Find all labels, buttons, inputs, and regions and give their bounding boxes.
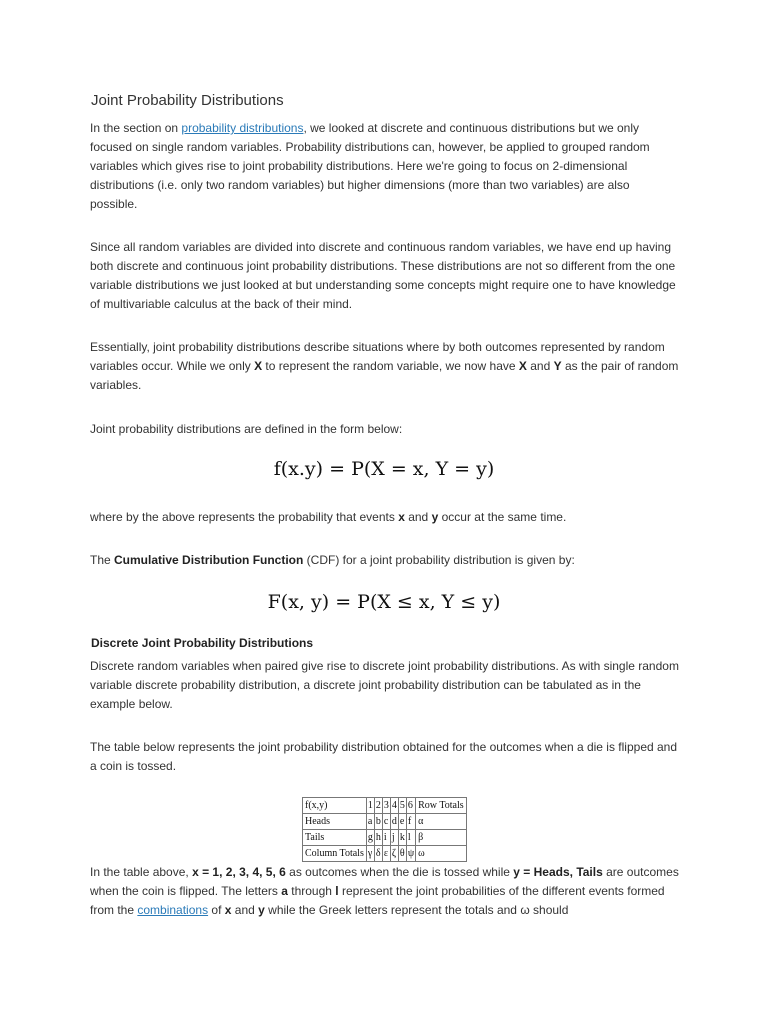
table-cell: g [366, 830, 374, 846]
table-cell: Row Totals [416, 798, 467, 814]
table-cell: α [416, 814, 467, 830]
table-cell: 6 [406, 798, 415, 814]
essentially-paragraph: Essentially, joint probability distributions describe situations where by both outcomes represented by random variables occur. While we only X to represent the random variable, we now have X and Y as the pair of random variables. [90, 340, 679, 392]
table-row [303, 846, 467, 862]
table-cell: ψ [406, 846, 415, 862]
combinations-link[interactable]: combinations [137, 902, 209, 917]
formula-explanation: where by the above represents the probability that events x and y occur at the same time. [90, 510, 567, 524]
table-cell: θ [398, 846, 406, 862]
table-cell: ω [416, 846, 467, 862]
joint-probability-table [302, 797, 467, 862]
table-cell: Heads [303, 814, 367, 830]
discrete-continuous-paragraph: Since all random variables are divided into discrete and continuous random variables, we have end up having both discrete and continuous joint probability distributions. These distributions are not so different from the one variable distributions we just looked at but understanding some concepts might require one to have knowledge of multivariable calculus at the back of their mind. [90, 240, 676, 311]
page-title: Joint Probability Distributions [91, 92, 284, 109]
table-cell: 2 [374, 798, 382, 814]
table-cell: i [382, 830, 390, 846]
table-cell: 4 [390, 798, 398, 814]
table-cell: l [406, 830, 415, 846]
table-cell: c [382, 814, 390, 830]
table-cell: j [390, 830, 398, 846]
table-cell: f(x,y) [303, 798, 367, 814]
definition-intro: Joint probability distributions are defined in the form below: [90, 422, 403, 436]
table-row [303, 814, 467, 830]
table-cell: δ [374, 846, 382, 862]
cdf-intro: The Cumulative Distribution Function (CDF) for a joint probability distribution is given by: [90, 553, 575, 567]
cdf-formula: F(x, y) = P(X ≤ x, Y ≤ y) [267, 591, 501, 613]
table-intro-paragraph: The table below represents the joint probability distribution obtained for the outcomes when a die is flipped and a coin is tossed. [90, 740, 678, 773]
table-cell: d [390, 814, 398, 830]
table-cell: 1 [366, 798, 374, 814]
table-cell: f [406, 814, 415, 830]
table-cell: ζ [390, 846, 398, 862]
table-cell: h [374, 830, 382, 846]
table-explanation-paragraph: In the table above, x = 1, 2, 3, 4, 5, 6 as outcomes when the die is tossed while y = Heads, Tails are outcomes when the coin is flipped. The letters a through l represent the joint probabilities of the different events formed from the combinations of x and y while the Greek letters represent the totals and ω should [90, 865, 679, 917]
joint-pmf-formula: f(x.y) = P(X = x, Y = y) [273, 458, 495, 480]
discrete-section-heading: Discrete Joint Probability Distributions [91, 636, 314, 650]
table-cell: Tails [303, 830, 367, 846]
table-cell: 3 [382, 798, 390, 814]
discrete-paragraph: Discrete random variables when paired give rise to discrete joint probability distributions. As with single random variable discrete probability distribution, a discrete joint probability distribution can be tabulated as in the example below. [90, 659, 679, 711]
intro-paragraph: In the section on probability distributions, we looked at discrete and continuous distributions but we only focused on single random variables. Probability distributions can, however, be applied to grouped random variables which gives rise to joint probability distributions. Here we're going to focus on 2-dimensional distributions (i.e. only two random variables) but higher dimensions (more than two variables) are also possible. [90, 121, 650, 211]
table-header-row [303, 798, 467, 814]
table-cell: Column Totals [303, 846, 367, 862]
table-cell: e [398, 814, 406, 830]
table-row [303, 830, 467, 846]
table-cell: k [398, 830, 406, 846]
probability-distributions-link[interactable]: probability distributions [181, 121, 304, 135]
table-cell: 5 [398, 798, 406, 814]
table-cell: β [416, 830, 467, 846]
table-cell: a [366, 814, 374, 830]
table-cell: ε [382, 846, 390, 862]
table-cell: b [374, 814, 382, 830]
table-cell: γ [366, 846, 374, 862]
